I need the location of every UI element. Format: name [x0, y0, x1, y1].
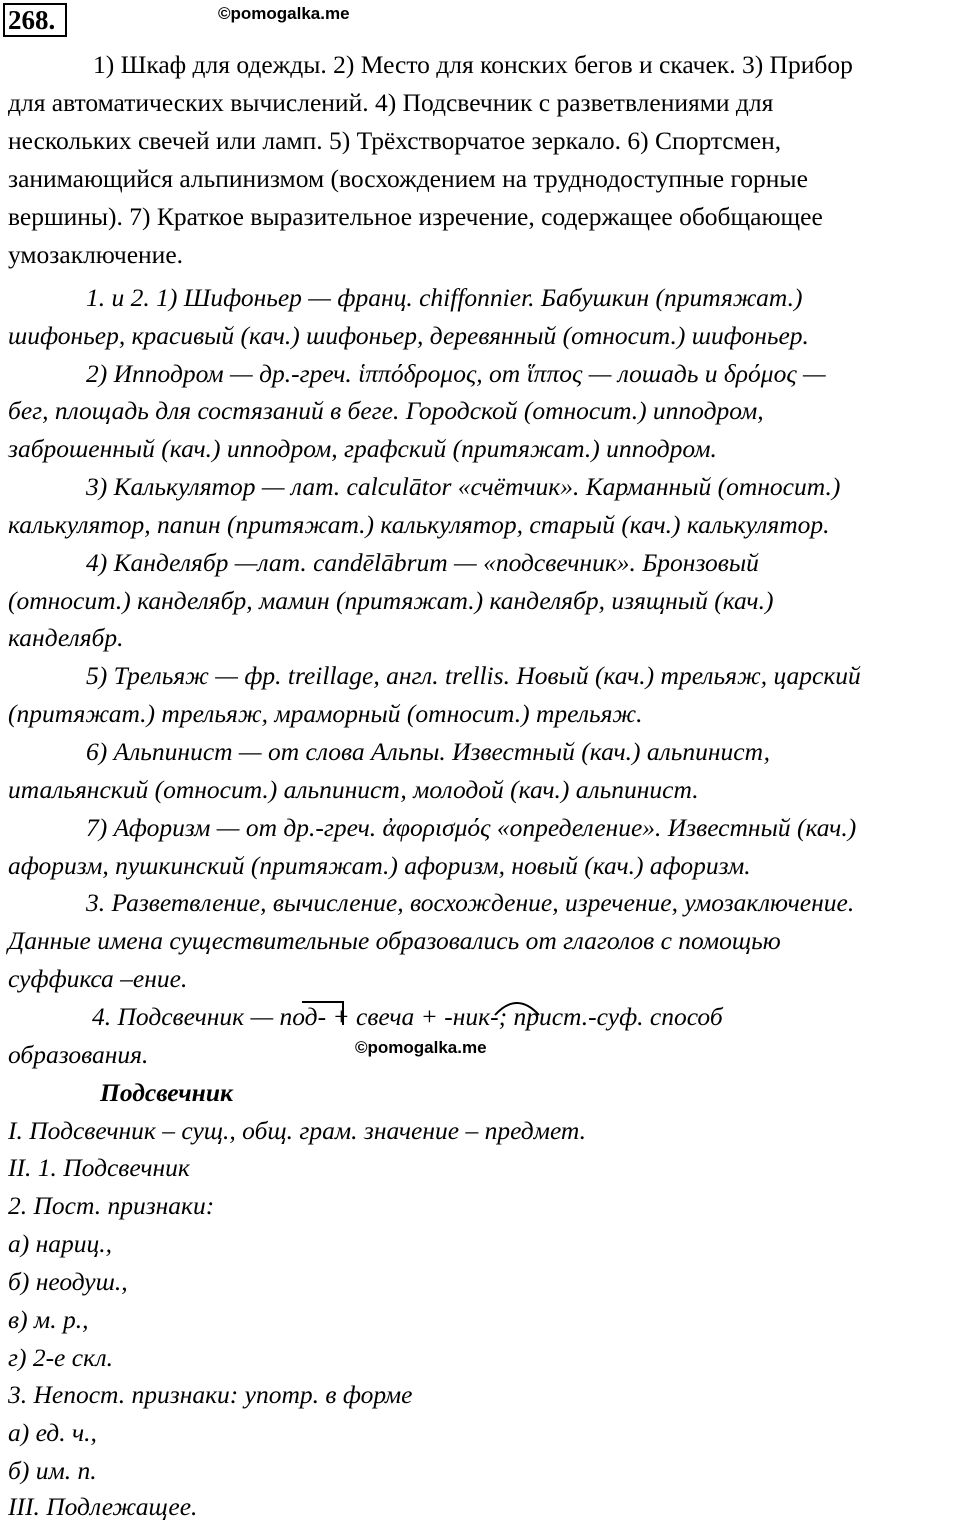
analysis-line: б) неодуш.,	[8, 1267, 128, 1296]
etymology-line: (относит.) канделябр, мамин (притяжат.) канделябр, изящный (кач.)	[8, 586, 774, 615]
etymology-line: 3) Калькулятор — лат. calculātor «счётчик». Карманный (относит.)	[86, 472, 841, 501]
etymology-line: 7) Афоризм — от др.-греч. ἀφορισμός «определение». Известный (кач.)	[86, 813, 857, 842]
analysis-title: Подсвечник	[100, 1078, 233, 1107]
definition-line: занимающийся альпинизмом (восхождением на труднодоступные горные	[8, 164, 808, 193]
definition-line: для автоматических вычислений. 4) Подсвечник с разветвлениями для	[8, 88, 774, 117]
definition-line: нескольких свечей или ламп. 5) Трёхстворчатое зеркало. 6) Спортсмен,	[8, 126, 782, 155]
analysis-line: в) м. р.,	[8, 1305, 89, 1334]
etymology-line: заброшенный (кач.) ипподром, графский (притяжат.) ипподром.	[8, 434, 717, 463]
exercise-number: 268.	[3, 3, 67, 37]
etymology-line: 1. и 2. 1) Шифоньер — франц. chiffonnier. Бабушкин (притяжат.)	[86, 283, 803, 312]
etymology-line: бег, площадь для состязаний в беге. Городской (относит.) ипподром,	[8, 396, 764, 425]
etymology-line: 6) Альпинист — от слова Альпы. Известный (кач.) альпинист,	[86, 737, 771, 766]
etymology-line: Данные имена существительные образовались от глаголов с помощью	[8, 926, 781, 955]
etymology-line: шифоньер, красивый (кач.) шифоньер, деревянный (относит.) шифоньер.	[8, 321, 809, 350]
etymology-line: 5) Трельяж — фр. treillage, англ. trellis. Новый (кач.) трельяж, царский	[86, 661, 861, 690]
etymology-line: суффикса –ение.	[8, 964, 188, 993]
etymology-line: 3. Разветвление, вычисление, восхождение, изречение, умозаключение.	[86, 888, 855, 917]
analysis-line: III. Подлежащее.	[8, 1492, 198, 1521]
analysis-line: I. Подсвечник – сущ., общ. грам. значение – предмет.	[8, 1116, 587, 1145]
analysis-line: б) им. п.	[8, 1456, 97, 1485]
etymology-line: итальянский (относит.) альпинист, молодой (кач.) альпинист.	[8, 775, 699, 804]
analysis-line: 3. Непост. признаки: употр. в форме	[8, 1380, 413, 1409]
analysis-line: а) ед. ч.,	[8, 1418, 97, 1447]
analysis-line: г) 2-е скл.	[8, 1343, 114, 1372]
definition-line: умозаключение.	[8, 240, 184, 269]
watermark-middle: ©pomogalka.me	[355, 1038, 487, 1057]
etymology-line: 4) Канделябр —лат. candēlābrum — «подсвечник». Бронзовый	[86, 548, 759, 577]
analysis-line: а) нариц.,	[8, 1229, 113, 1258]
etymology-line: (притяжат.) трельяж, мраморный (относит.) трельяж.	[8, 699, 643, 728]
morpheme-line: 4. Подсвечник — под- + свеча + -ник-; прист.-суф. способ	[92, 1002, 723, 1031]
definition-line: 1) Шкаф для одежды. 2) Место для конских бегов и скачек. 3) Прибор	[93, 50, 853, 79]
analysis-line: II. 1. Подсвечник	[8, 1153, 190, 1182]
morpheme-line: образования.	[8, 1040, 149, 1069]
etymology-line: калькулятор, папин (притяжат.) калькулятор, старый (кач.) калькулятор.	[8, 510, 830, 539]
definition-line: вершины). 7) Краткое выразительное изречение, содержащее обобщающее	[8, 202, 823, 231]
etymology-line: канделябр.	[8, 623, 124, 652]
watermark-top: ©pomogalka.me	[218, 4, 350, 23]
analysis-line: 2. Пост. признаки:	[8, 1191, 215, 1220]
etymology-line: афоризм, пушкинский (притяжат.) афоризм, новый (кач.) афоризм.	[8, 851, 751, 880]
etymology-line: 2) Ипподром — др.-греч. ἱππόδρομος, от ἵππος — лошадь и δρόμος —	[86, 359, 826, 388]
